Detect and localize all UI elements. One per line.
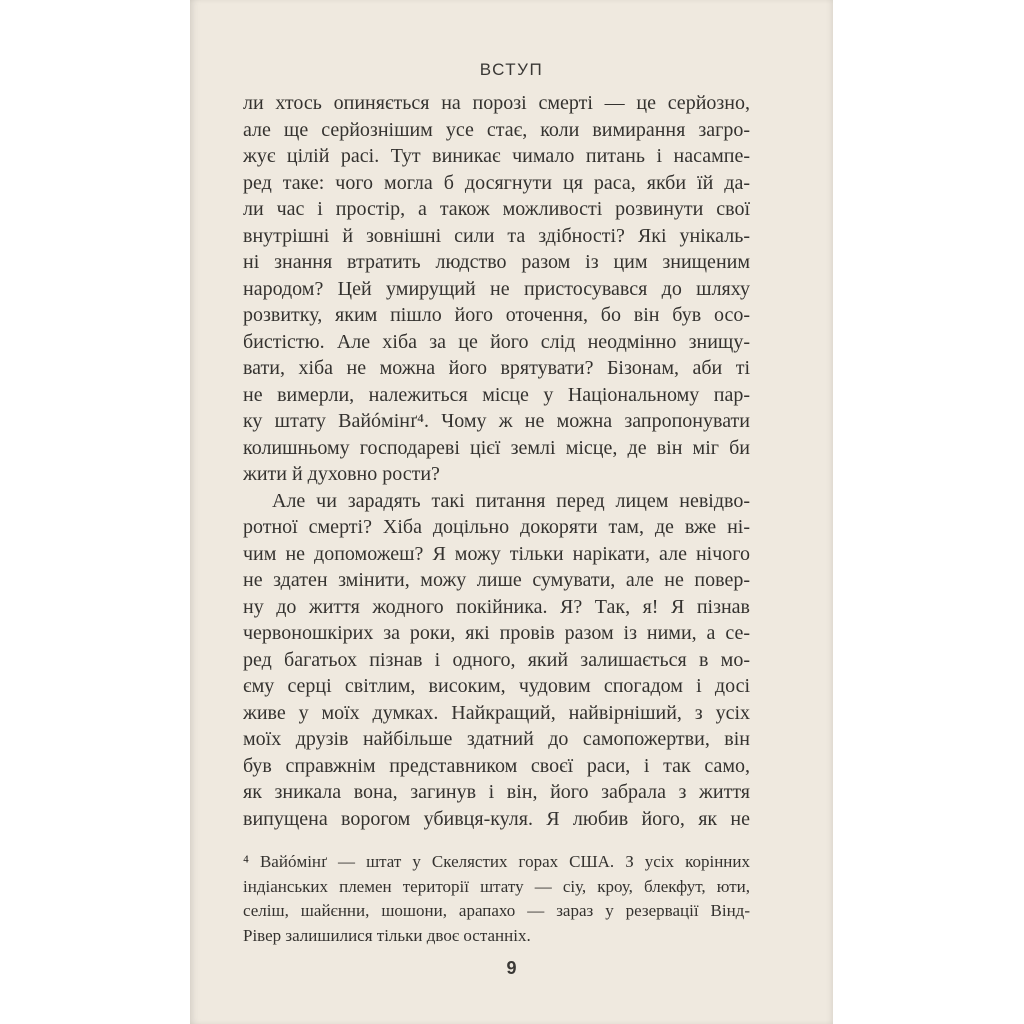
text-line: Але чи зарадять такі питання перед лицем невідво- [272,489,750,512]
text-line: був справжнім представником своєї раси, і так само, [243,754,750,777]
chapter-header: ВСТУП [479,60,544,79]
text-line: жує цілій расі. Тут виникає чимало питань і насампе- [243,145,750,167]
footnote-line: ⁴ Вайóмінґ — штат у Скелястих горах США. З усіх корінних [243,852,750,871]
text-line: ну до життя жодного покійника. Я? Так, я! Я пізнав [243,595,750,618]
text-line: червоношкірих за роки, які провів разом із ними, а се- [243,622,750,644]
text-line: вати, хіба не можна його врятувати? Бізонам, аби ті [243,357,750,379]
text-line: ли хтось опиняється на порозі смерті — це серйозно, [243,92,750,114]
text-line: ред багатьох пізнав і одного, який залишається в мо- [243,648,750,671]
body-text [243,90,750,832]
text-line: народом? Цей умирущий не пристосувався до шляху [243,277,750,300]
page-number: 9 [506,958,517,978]
text-line: не вимерли, належиться місце у Національному пар- [243,383,750,406]
footnote [243,850,750,948]
text-line: колишньому господареві цієї землі місце, де він міг би [243,436,750,459]
text-line: ли час і простір, а також можливості розвинути свої [243,198,750,220]
footnote-line: індіанських племен території штату — сіу, кроу, блекфут, юти, [243,876,750,896]
text-line: ку штату Вайóмінґ⁴. Чому ж не можна запропонувати [243,410,750,432]
footnote-line: селіш, шайєнни, шошони, арапахо — зараз у резервації Вінд- [243,901,750,921]
text-line: ні знання втратить людство разом із цим знищеним [243,251,750,273]
text-line: ред таке: чого могла б досягнути ця раса, якби їй да- [243,171,750,194]
text-line: але ще серйознішим усе стає, коли вимирання загро- [243,118,750,141]
book-page [190,0,833,1024]
footnote-line: Рівер залишилися тільки двоє останніх. [243,925,531,945]
text-line: внутрішні й зовнішні сили та здібності? Які унікаль- [243,224,750,247]
text-line: моїх друзів найбільше здатний до самопожертви, він [243,728,750,750]
text-line: єму серці світлим, високим, чудовим спогадом і досі [243,675,750,697]
text-line: як зникала вона, загинув і він, його забрала з життя [243,781,750,803]
text-line: чим не допоможеш? Я можу тільки нарікати, але нічого [243,542,750,565]
text-line: ротної смерті? Хіба доцільно докоряти там, де вже ні- [243,516,750,538]
text-line: жити й духовно рости? [243,463,440,485]
text-line: бистістю. Але хіба за це його слід неодмінно знищу- [243,330,750,353]
text-line: живе у моїх думках. Найкращий, найвірніший, з усіх [243,701,750,724]
text-line: розвитку, яким пішло його оточення, бо він був осо- [243,304,750,326]
text-line: випущена ворогом убивця-куля. Я любив його, як не [243,807,750,830]
text-line: не здатен змінити, можу лише сумувати, але не повер- [243,569,750,591]
